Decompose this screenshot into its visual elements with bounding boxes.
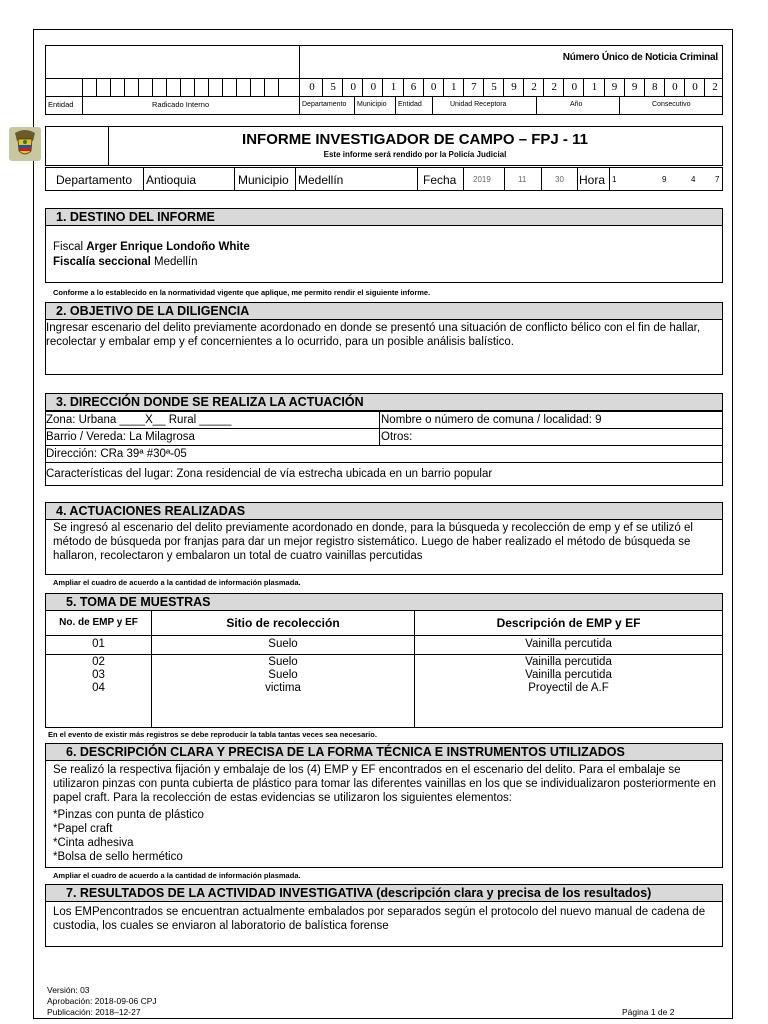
nunc-digit: 8 bbox=[644, 79, 665, 96]
direccion-field: Dirección: CRa 39ª #30ª-05 bbox=[46, 448, 187, 460]
nunc-digit: 0 bbox=[309, 81, 315, 93]
note-4: Ampliar el cuadro de acuerdo a la cantidad de información plasmada. bbox=[53, 871, 301, 880]
samples-table bbox=[45, 610, 723, 728]
label-radicado: Radicado Interno bbox=[152, 100, 210, 109]
radicado-box-divider bbox=[166, 78, 167, 96]
section-3-row-3 bbox=[45, 445, 723, 463]
fiscal-label: Fiscal bbox=[53, 241, 87, 253]
nunc-digit: 1 bbox=[382, 79, 403, 96]
col-header-desc: Descripción de EMP y EF bbox=[496, 616, 641, 630]
fiscalia-label: Fiscalía seccional bbox=[53, 256, 151, 268]
nunc-digit: 9 bbox=[624, 79, 645, 96]
fecha-year: 2019 bbox=[473, 175, 491, 184]
nunc-digit: 1 bbox=[583, 79, 604, 96]
radicado-box-divider bbox=[222, 78, 223, 96]
nunc-digit: 0 bbox=[563, 79, 584, 96]
sample-sitio: Suelo bbox=[268, 669, 298, 681]
comuna-field: Nombre o número de comuna / localidad: 9 bbox=[381, 414, 602, 426]
hora-digit-1: 1 bbox=[612, 175, 617, 184]
radicado-box-divider bbox=[264, 78, 265, 96]
page-subtitle: Este informe será rendido por la Policía Judicial bbox=[323, 150, 507, 159]
sample-desc: Vainilla percutida bbox=[525, 638, 612, 650]
section-3-title: 3. DIRECCIÓN DONDE SE REALIZA LA ACTUACIÓN bbox=[45, 393, 723, 411]
label-entidad-2: Entidad bbox=[398, 101, 422, 108]
label-unidad-receptora: Unidad Receptora bbox=[450, 101, 507, 108]
departamento-label: Departamento bbox=[56, 173, 133, 187]
header-block bbox=[45, 45, 723, 115]
hora-digit-4: 7 bbox=[715, 175, 720, 184]
radicado-box-divider bbox=[278, 78, 279, 96]
footer-publicacion: Publicación: 2018–12-27 bbox=[47, 1007, 141, 1017]
nunc-digit: 7 bbox=[463, 79, 484, 96]
radicado-box-divider bbox=[124, 78, 125, 96]
instrument-item: *Pinzas con punta de plástico bbox=[53, 809, 204, 821]
section-5-title: 5. TOMA DE MUESTRAS bbox=[45, 593, 723, 611]
nunc-digit: 2 bbox=[523, 79, 544, 96]
sample-sitio: victima bbox=[265, 682, 301, 694]
numero-unico-label: Número Único de Noticia Criminal bbox=[562, 52, 718, 63]
col-header-sitio: Sitio de recolección bbox=[226, 616, 340, 630]
fiscalia-value: Medellín bbox=[150, 256, 198, 268]
sample-sitio: Suelo bbox=[268, 656, 298, 668]
sample-no: 01 bbox=[92, 638, 105, 650]
municipio-label: Municipio bbox=[238, 173, 289, 187]
caracteristicas-field: Características del lugar: Zona residencial de vía estrecha ubicada en un barrio popular bbox=[46, 468, 493, 480]
section-7-body bbox=[45, 901, 723, 947]
section-4-title: 4. ACTUACIONES REALIZADAS bbox=[45, 502, 723, 520]
sample-sitio: Suelo bbox=[268, 638, 298, 650]
page-title: INFORME INVESTIGADOR DE CAMPO – FPJ - 11 bbox=[242, 131, 588, 148]
nunc-digit: 5 bbox=[483, 79, 504, 96]
sample-no: 02 bbox=[92, 656, 105, 668]
fecha-day: 30 bbox=[555, 175, 564, 184]
instrument-item: *Papel craft bbox=[53, 823, 113, 835]
footer-info bbox=[47, 985, 157, 1018]
municipio-value: Medellín bbox=[298, 173, 344, 187]
departamento-value: Antioquia bbox=[146, 173, 197, 187]
nunc-digit: 5 bbox=[322, 79, 343, 96]
section-7-title: 7. RESULTADOS DE LA ACTIVIDAD INVESTIGATIVA (descripción clara y precisa de los resultados) bbox=[45, 884, 723, 902]
fiscal-name: Arger Enrique Londoño White bbox=[86, 241, 250, 253]
section-6-title: 6. DESCRIPCIÓN CLARA Y PRECISA DE LA FORMA TÉCNICA E INSTRUMENTOS UTILIZADOS bbox=[45, 743, 723, 761]
barrio-field: Barrio / Vereda: La Milagrosa bbox=[46, 431, 195, 443]
hora-digit-2: 9 bbox=[662, 175, 667, 184]
coat-of-arms-icon bbox=[9, 127, 41, 161]
radicado-box-divider bbox=[208, 78, 209, 96]
footer-page: Página 1 de 2 bbox=[622, 1007, 675, 1017]
label-entidad: Entidad bbox=[48, 100, 74, 109]
nunc-digit: 9 bbox=[503, 79, 524, 96]
nunc-digit: 6 bbox=[403, 79, 424, 96]
label-consecutivo: Consecutivo bbox=[652, 101, 691, 108]
radicado-box-divider bbox=[250, 78, 251, 96]
nunc-digit: 1 bbox=[443, 79, 464, 96]
section-6-text: Se realizó la respectiva fijación y embalaje de los (4) EMP y EF encontrados en el escenario del delito. Para el embalaje se utilizaron pinzas con punta cubierta de plástico para tomar las diferentes vainillas en los que se individualizaron posteriormente en papel craft. Para la recolección de estas evidencias se utilizaron los siguientes elementos: bbox=[53, 764, 716, 804]
section-2-title: 2. OBJETIVO DE LA DILIGENCIA bbox=[45, 302, 723, 320]
footer-aprobacion: Aprobación: 2018-09-06 CPJ bbox=[47, 996, 157, 1006]
nunc-digit: 0 bbox=[684, 79, 705, 96]
col-header-no: No. de EMP y EF bbox=[59, 617, 138, 628]
section-4-text: Se ingresó al escenario del delito previamente acordonado en donde, para la búsqueda y recolección de emp y ef se utilizó el método de búsqueda por franjas para dar un mejor registro sistemático. Luego de haber realizado el método de búsqueda se hallaron, recolectaron y embalaron un total de cuatro vainillas percutidas bbox=[53, 522, 693, 562]
label-departamento: Departamento bbox=[302, 101, 347, 108]
footer-version: Versión: 03 bbox=[47, 985, 90, 995]
radicado-box-divider bbox=[236, 78, 237, 96]
section-3-row-4 bbox=[45, 462, 723, 486]
nunc-digit: 9 bbox=[604, 79, 625, 96]
radicado-box-divider bbox=[110, 78, 111, 96]
section-4-body bbox=[45, 519, 723, 575]
nunc-digit: 0 bbox=[423, 79, 444, 96]
sample-desc: Proyectil de A.F bbox=[528, 682, 609, 694]
title-block bbox=[45, 126, 723, 166]
section-1-title: 1. DESTINO DEL INFORME bbox=[45, 208, 723, 226]
instrument-item: *Bolsa de sello hermético bbox=[53, 851, 183, 863]
radicado-box-divider bbox=[96, 78, 97, 96]
hora-label: Hora bbox=[579, 173, 606, 187]
label-anio: Año bbox=[570, 101, 583, 108]
nunc-digit: 0 bbox=[362, 79, 383, 96]
fiscalia-line bbox=[53, 255, 197, 269]
section-3-row-2 bbox=[45, 428, 723, 446]
note-2: Ampliar el cuadro de acuerdo a la cantidad de información plasmada. bbox=[53, 578, 301, 587]
sample-desc: Vainilla percutida bbox=[525, 656, 612, 668]
section-2-text: Ingresar escenario del delito previamente acordonado en donde se presentó una situación de conflicto bélico con el fin de hallar, recolectar y embalar emp y ef concernientes a lo ocurrido, para un posible análisis balístico. bbox=[46, 322, 701, 348]
sample-desc: Vainilla percutida bbox=[525, 669, 612, 681]
note-3: En el evento de existir más registros se debe reproducir la tabla tantas veces sea necesario. bbox=[48, 730, 377, 739]
sample-no: 04 bbox=[92, 682, 105, 694]
note-1: Conforme a lo establecido en la normatividad vigente que aplique, me permito rendir el siguiente informe. bbox=[53, 288, 431, 297]
nunc-digit: 2 bbox=[704, 79, 725, 96]
nunc-digit: 2 bbox=[543, 79, 564, 96]
instrument-item: *Cinta adhesiva bbox=[53, 837, 134, 849]
radicado-box-divider bbox=[82, 78, 83, 96]
section-6-body bbox=[45, 760, 723, 868]
hora-digit-3: 4 bbox=[691, 175, 696, 184]
sample-no: 03 bbox=[92, 669, 105, 681]
section-3-row-1 bbox=[45, 411, 723, 429]
section-7-text: Los EMPencontrados se encuentran actualmente embalados por separados según el protocolo del nuevo manual de cadena de custodia, los cuales se enviaron al laboratorio de balística forense bbox=[53, 906, 706, 932]
fecha-label: Fecha bbox=[423, 173, 457, 187]
radicado-box-divider bbox=[138, 78, 139, 96]
fiscal-line bbox=[53, 240, 250, 254]
radicado-box-divider bbox=[194, 78, 195, 96]
radicado-box-divider bbox=[180, 78, 181, 96]
otros-field: Otros: bbox=[381, 431, 413, 443]
radicado-box-divider bbox=[152, 78, 153, 96]
fecha-month: 11 bbox=[518, 175, 527, 184]
section-2-body bbox=[45, 319, 723, 375]
nunc-digit: 0 bbox=[664, 79, 685, 96]
section-1-body bbox=[45, 225, 723, 283]
instrument-list bbox=[53, 808, 204, 864]
info-row bbox=[45, 167, 723, 191]
label-municipio: Municipio bbox=[357, 101, 387, 108]
nunc-digit: 0 bbox=[342, 79, 363, 96]
zona-field: Zona: Urbana ____X__ Rural _____ bbox=[46, 414, 232, 426]
